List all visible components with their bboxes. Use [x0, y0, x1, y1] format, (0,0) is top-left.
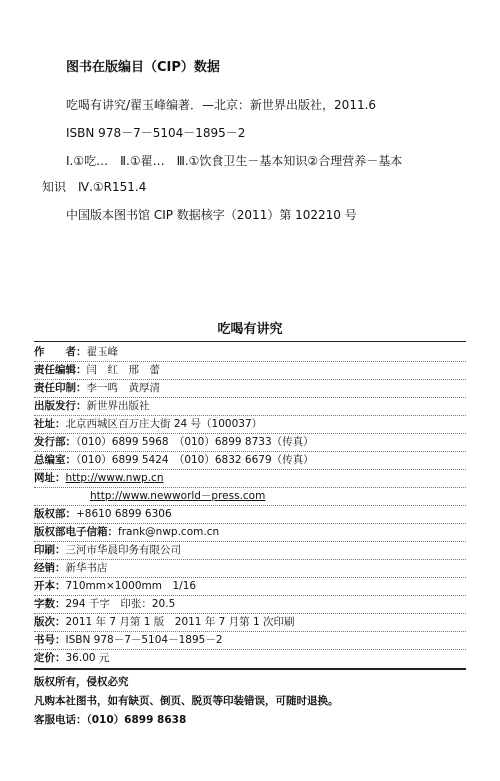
- row-value: 三河市华晨印务有限公司: [65, 544, 181, 556]
- cip-line-title-author: 吃喝有讲究/翟玉峰编著．—北京：新世界出版社，2011.6: [66, 98, 377, 112]
- row-label: 出版发行：: [34, 400, 87, 412]
- row-distribution: [34, 433, 466, 452]
- row-label: 定价：: [34, 652, 66, 664]
- rights-notice: 版权所有，侵权必究: [34, 676, 129, 688]
- row-label: 网址：: [34, 472, 66, 484]
- cip-line-classification-cont: 知识 Ⅳ.①R151.4: [42, 180, 147, 194]
- top-rule: [34, 341, 466, 342]
- row-isbn: [34, 631, 466, 650]
- row-label: 总编室：: [34, 454, 76, 466]
- row-value: 翟玉峰: [86, 346, 118, 358]
- row-label: 印刷：: [34, 544, 66, 556]
- row-value: （010）6899 5968 （010）6899 8733（传真）: [76, 436, 314, 448]
- row-print-supervisor: [34, 379, 466, 398]
- row-publisher: [34, 397, 466, 416]
- return-notice: 凡购本社图书，如有缺页、倒页、脱页等印装错误，可随时退换。: [34, 695, 339, 707]
- cip-heading: 图书在版编目（CIP）数据: [66, 60, 220, 75]
- row-value: 36.00 元: [65, 652, 110, 664]
- website-link-2[interactable]: http://www.newworld－press.com: [90, 490, 266, 502]
- row-price: [34, 649, 466, 667]
- row-value: ISBN 978－7－5104－1895－2: [65, 634, 223, 646]
- row-editor: [34, 361, 466, 380]
- row-label: 经销：: [34, 562, 66, 574]
- row-label: 作 者：: [34, 346, 87, 358]
- row-editorial-office: [34, 451, 466, 470]
- row-label: 书号：: [34, 634, 66, 646]
- row-edition: [34, 613, 466, 632]
- cip-line-record-number: 中国版本图书馆 CIP 数据核字（2011）第 102210 号: [66, 208, 357, 222]
- cip-line-classification: Ⅰ.①吃… Ⅱ.①翟… Ⅲ.①饮食卫生－基本知识②合理营养－基本: [66, 154, 403, 168]
- row-value: 闫 红 邢 蕾: [86, 364, 160, 376]
- row-rights-dept: [34, 505, 466, 524]
- row-label: 社址：: [34, 418, 66, 430]
- row-rights-email: [34, 523, 466, 542]
- row-value: 北京西城区百万庄大街 24 号（100037）: [65, 418, 263, 430]
- row-distributor: [34, 559, 466, 578]
- row-website: [34, 469, 466, 488]
- row-label: 版权部：: [34, 508, 76, 520]
- website-link[interactable]: http://www.nwp.cn: [65, 472, 164, 484]
- row-website-2: [34, 487, 466, 506]
- row-value: 新华书店: [65, 562, 108, 574]
- book-title: 吃喝有讲究: [217, 322, 283, 337]
- row-word-count: [34, 595, 466, 614]
- row-author: [34, 343, 466, 362]
- row-label: 字数：: [34, 598, 66, 610]
- row-label: 发行部：: [34, 436, 76, 448]
- row-label: 版权部电子信箱：: [34, 526, 118, 538]
- row-value: 李一鸣 黄厚清: [86, 382, 160, 394]
- row-address: [34, 415, 466, 434]
- row-label: 开本：: [34, 580, 66, 592]
- row-value: 新世界出版社: [86, 400, 150, 412]
- row-value: 294 千字 印张：20.5: [65, 598, 176, 610]
- row-value: （010）6899 5424 （010）6832 6679（传真）: [76, 454, 314, 466]
- row-format: [34, 577, 466, 596]
- bottom-rule: [34, 668, 466, 670]
- row-label: 责任印制：: [34, 382, 87, 394]
- row-value: +8610 6899 6306: [76, 508, 172, 520]
- customer-service-phone: 客服电话：（010）6899 8638: [34, 714, 187, 726]
- row-value: 710mm×1000mm 1/16: [65, 580, 197, 592]
- row-value: frank@nwp.com.cn: [118, 526, 220, 538]
- row-label: 责任编辑：: [34, 364, 87, 376]
- row-label: 版次：: [34, 616, 66, 628]
- row-value: 2011 年 7 月第 1 版 2011 年 7 月第 1 次印刷: [65, 616, 295, 628]
- row-printer: [34, 541, 466, 560]
- cip-line-isbn: ISBN 978－7－5104－1895－2: [66, 126, 246, 140]
